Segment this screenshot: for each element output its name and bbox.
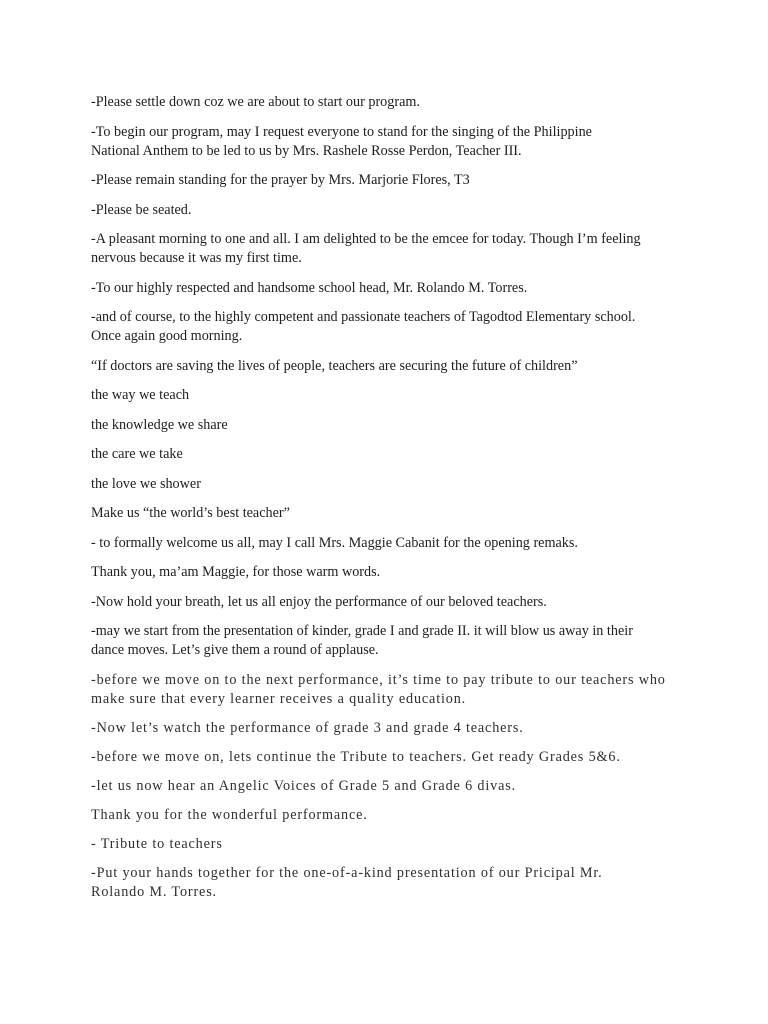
script-paragraph [91, 279, 708, 298]
script-paragraph [91, 719, 708, 738]
paragraph-line: Thank you for the wonderful performance. [91, 806, 368, 823]
paragraph-line: -To begin our program, may I request everyone to stand for the singing of the Philippine [91, 123, 592, 140]
script-paragraph [91, 230, 708, 268]
script-paragraph [91, 93, 708, 112]
paragraph-line: -before we move on to the next performance, it’s time to pay tribute to our teachers who [91, 671, 666, 688]
script-paragraph [91, 201, 708, 220]
paragraph-line: -Now let’s watch the performance of grade 3 and grade 4 teachers. [91, 719, 524, 736]
script-paragraph [91, 504, 708, 523]
script-paragraph [91, 563, 708, 582]
script-paragraph [91, 534, 708, 553]
paragraph-line: National Anthem to be led to us by Mrs. Rashele Rosse Perdon, Teacher III. [91, 142, 522, 159]
paragraph-line: nervous because it was my first time. [91, 250, 302, 266]
script-paragraph [91, 622, 708, 660]
script-paragraph [91, 123, 708, 161]
script-paragraph [91, 386, 708, 405]
paragraph-line: the care we take [91, 446, 183, 462]
paragraph-line: Make us “the world’s best teacher” [91, 505, 290, 521]
paragraph-line: -A pleasant morning to one and all. I am delighted to be the emcee for today. Though I’m feeling [91, 231, 641, 247]
paragraph-line: the way we teach [91, 387, 190, 403]
script-paragraph [91, 671, 708, 709]
paragraph-line: -Put your hands together for the one-of-a-kind presentation of our Pricipal Mr. [91, 864, 603, 881]
paragraph-line: Rolando M. Torres. [91, 883, 217, 900]
script-paragraph [91, 777, 708, 796]
script-paragraph [91, 445, 708, 464]
paragraph-line: the love we shower [91, 475, 201, 492]
paragraph-line: Once again good morning. [91, 328, 243, 344]
script-paragraph [91, 475, 708, 494]
script-paragraph [91, 748, 708, 767]
paragraph-line: -before we move on, lets continue the Tribute to teachers. Get ready Grades 5&6. [91, 748, 621, 765]
paragraph-line: -Now hold your breath, let us all enjoy the performance of our beloved teachers. [91, 593, 547, 610]
paragraph-line: make sure that every learner receives a quality education. [91, 690, 467, 707]
paragraph-line: -and of course, to the highly competent and passionate teachers of Tagodtod Elementary school. [91, 309, 636, 325]
script-paragraph [91, 835, 708, 854]
paragraph-line: Thank you, ma’am Maggie, for those warm words. [91, 564, 381, 580]
script-paragraph [91, 416, 708, 435]
paragraph-line: -Please settle down coz we are about to start our program. [91, 94, 420, 110]
script-paragraph [91, 806, 708, 825]
script-paragraph [91, 171, 708, 190]
paragraph-line: -To our highly respected and handsome school head, Mr. Rolando M. Torres. [91, 279, 528, 296]
paragraph-line: -Please be seated. [91, 201, 192, 218]
script-paragraph [91, 593, 708, 612]
paragraph-line: “If doctors are saving the lives of people, teachers are securing the future of children” [91, 357, 578, 374]
paragraph-line: - to formally welcome us all, may I call Mrs. Maggie Cabanit for the opening remaks. [91, 534, 578, 551]
paragraph-line: -Please remain standing for the prayer by Mrs. Marjorie Flores, T3 [91, 172, 470, 188]
paragraph-line: dance moves. Let’s give them a round of applause. [91, 642, 379, 658]
paragraph-line: the knowledge we share [91, 416, 228, 433]
script-paragraph [91, 864, 708, 902]
script-paragraph [91, 357, 708, 376]
paragraph-line: -may we start from the presentation of kinder, grade I and grade II. it will blow us away in their [91, 623, 633, 639]
paragraph-line: - Tribute to teachers [91, 835, 223, 852]
paragraph-line: -let us now hear an Angelic Voices of Grade 5 and Grade 6 divas. [91, 777, 517, 794]
script-paragraph [91, 308, 708, 346]
